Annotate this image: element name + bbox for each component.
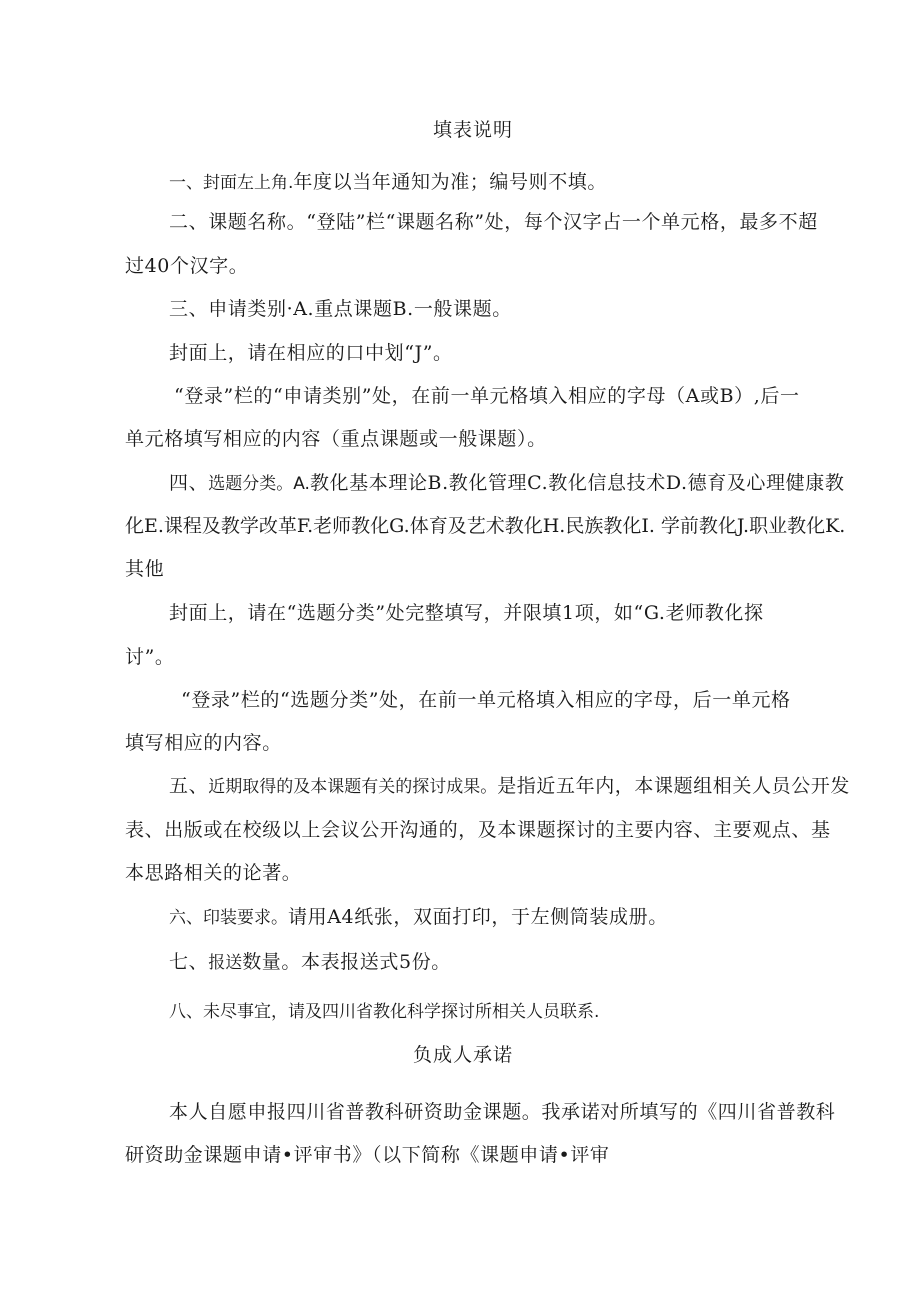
item-3-cover: 封面上，请在相应的口中划“J”。 [169, 342, 453, 364]
item-4-heading: 选题分类。A. [208, 474, 310, 494]
item-7 [169, 950, 451, 975]
item-5-cont: 表、出版或在校级以上会议公开沟通的，及本课题探讨的主要内容、主要观点、基 [125, 819, 831, 841]
item-5-text: 是指近五年内，本课题组相关人员公开发 [497, 775, 851, 797]
item-3-heading: 三、申请类别·A.重点课题B. [169, 298, 414, 320]
item-3-login: “登录”栏的“申请类别”处，在前一单元格填入相应的字母（A或B）,后一 [174, 385, 800, 407]
item-4-login: “登录”栏的“选题分类”处，在前一单元格填入相应的字母，后一单元格 [181, 689, 791, 711]
item-7-text: 数量。本表报送式5份。 [242, 951, 451, 973]
item-2-text: “登陆”栏“课题名称”处，每个汉字占一个单元格，最多不超 [306, 211, 818, 233]
item-7-num: 七、 [169, 951, 209, 973]
item-4-text: 教化基本理论B.教化管理C.教化信息技术D.德育及心理健康教 [309, 472, 845, 494]
item-8: 八、未尽事宜，请及四川省教化科学探讨所相关人员联系. [169, 1002, 600, 1022]
item-2-num: 二、课题名称。 [169, 211, 307, 233]
item-4-cover-cont: 讨”。 [125, 646, 175, 668]
item-5-num: 五、 [169, 775, 209, 797]
item-4-other: 其他 [125, 558, 165, 580]
item-5 [169, 774, 850, 799]
item-6-heading: 六、印装要求。 [169, 908, 288, 928]
item-7-heading: 报送 [208, 953, 243, 973]
item-4 [169, 471, 844, 496]
item-5-cont2: 本思路相关的论著。 [125, 862, 302, 884]
item-4-cont: 化E.课程及教学改革F.老师教化G.体育及艺术教化H.民族教化I. 学前教化J.职业教化K. [125, 515, 846, 537]
item-1 [169, 170, 607, 195]
item-4-num: 四、 [169, 472, 209, 494]
item-3 [169, 297, 512, 321]
item-2 [169, 210, 818, 234]
item-3-text: 一般课题。 [413, 298, 512, 320]
item-1-text: 年度以当年通知为准；编号则不填。 [293, 171, 608, 193]
pledge-paragraph-line-2: 研资助金课题申请•评审书》（以下简称《课题申请•评审 [125, 1144, 610, 1166]
instructions-title: 填表说明 [433, 119, 514, 141]
item-1-heading: 一、封面左上角. [169, 173, 294, 193]
item-6-text: 请用A4纸张，双面打印，于左侧筒装成册。 [288, 906, 668, 928]
item-5-heading: 近期取得的及本课题有关的探讨成果。 [208, 777, 498, 797]
item-2-cont: 过40个汉字。 [125, 255, 249, 277]
pledge-paragraph-line-1: 本人自愿申报四川省普教科研资助金课题。我承诺对所填写的《四川省普教科 [169, 1101, 836, 1123]
item-6 [169, 905, 668, 930]
item-4-cover: 封面上，请在“选题分类”处完整填写，并限填1项，如“G.老师教化探 [169, 602, 764, 624]
pledge-title: 负成人承诺 [413, 1044, 514, 1066]
item-3-login-cont: 单元格填写相应的内容（重点课题或一般课题）。 [125, 428, 547, 450]
item-4-login-cont: 填写相应的内容。 [125, 732, 282, 754]
